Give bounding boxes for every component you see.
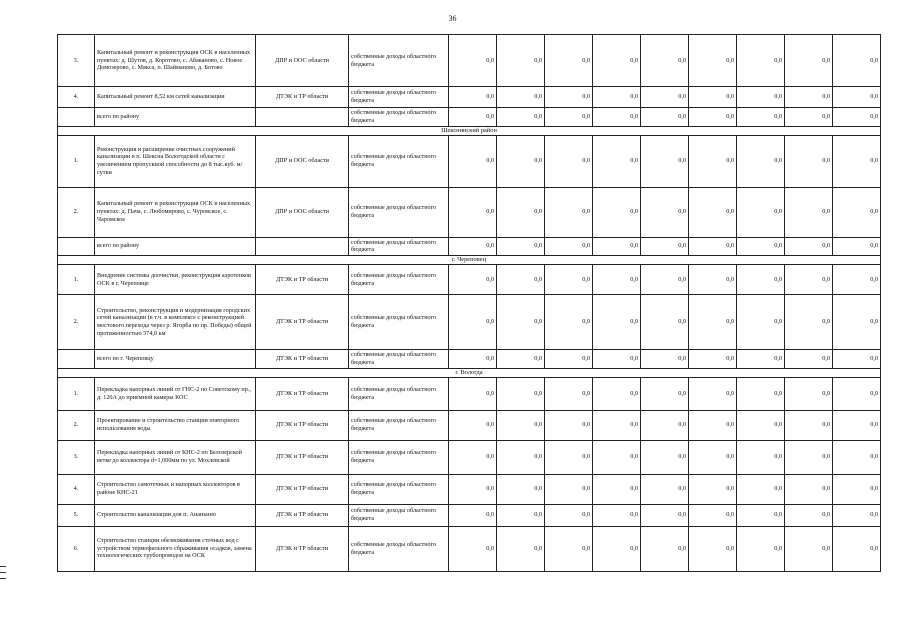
table-row: [58, 265, 881, 295]
amount-cell: 0,0: [833, 87, 881, 108]
responsible-executor: [256, 108, 349, 127]
margin-mark: [0, 572, 6, 573]
section-title: г. Вологда: [58, 368, 881, 377]
row-number: [58, 237, 95, 256]
amount-cell: 0,0: [545, 87, 593, 108]
amount-cell: 0,0: [737, 504, 785, 526]
responsible-executor: ДТЭК и ТР области: [256, 87, 349, 108]
amount-cell: 0,0: [833, 474, 881, 504]
funding-source: собственные доходы областного бюджета: [349, 295, 449, 350]
amount-cell: 0,0: [785, 440, 833, 474]
amount-cell: 0,0: [593, 377, 641, 410]
table-row: [58, 377, 881, 410]
table-row: [58, 237, 881, 256]
amount-cell: 0,0: [641, 265, 689, 295]
amount-cell: 0,0: [833, 440, 881, 474]
amount-cell: 0,0: [641, 35, 689, 87]
amount-cell: 0,0: [833, 526, 881, 571]
amount-cell: 0,0: [689, 265, 737, 295]
margin-marks: [0, 566, 6, 584]
amount-cell: 0,0: [593, 504, 641, 526]
amount-cell: 0,0: [497, 87, 545, 108]
table-row: [58, 504, 881, 526]
amount-cell: 0,0: [497, 187, 545, 237]
amount-cell: 0,0: [785, 526, 833, 571]
amount-cell: 0,0: [689, 526, 737, 571]
measure-name: Проектирование и строительство станции повторного использования воды: [95, 410, 256, 440]
responsible-executor: ДТЭК и ТР области: [256, 350, 349, 369]
amount-cell: 0,0: [737, 108, 785, 127]
amount-cell: 0,0: [785, 504, 833, 526]
responsible-executor: ДТЭК и ТР области: [256, 504, 349, 526]
amount-cell: 0,0: [497, 504, 545, 526]
amount-cell: 0,0: [689, 440, 737, 474]
amount-cell: 0,0: [833, 265, 881, 295]
measure-name: Строительство станции обезвоживания сточных вод с устройством термофильного сбраживания осадков, замена технологических трубопроводов на ОСК: [95, 526, 256, 571]
section-header-row: [58, 256, 881, 265]
responsible-executor: ДТЭК и ТР области: [256, 295, 349, 350]
responsible-executor: [256, 237, 349, 256]
margin-mark: [0, 566, 6, 567]
funding-source: собственные доходы областного бюджета: [349, 440, 449, 474]
funding-source: собственные доходы областного бюджета: [349, 135, 449, 187]
amount-cell: 0,0: [497, 35, 545, 87]
amount-cell: 0,0: [785, 410, 833, 440]
amount-cell: 0,0: [545, 295, 593, 350]
measure-name: всего по району: [95, 108, 256, 127]
row-number: 4.: [58, 87, 95, 108]
amount-cell: 0,0: [449, 440, 497, 474]
amount-cell: 0,0: [689, 187, 737, 237]
amount-cell: 0,0: [641, 295, 689, 350]
amount-cell: 0,0: [689, 108, 737, 127]
amount-cell: 0,0: [449, 135, 497, 187]
amount-cell: 0,0: [449, 265, 497, 295]
measure-name: всего по району: [95, 237, 256, 256]
responsible-executor: ДТЭК и ТР области: [256, 526, 349, 571]
amount-cell: 0,0: [545, 35, 593, 87]
table-row: [58, 135, 881, 187]
amount-cell: 0,0: [593, 187, 641, 237]
amount-cell: 0,0: [689, 504, 737, 526]
amount-cell: 0,0: [449, 474, 497, 504]
row-number: 3.: [58, 35, 95, 87]
amount-cell: 0,0: [593, 474, 641, 504]
responsible-executor: ДПР и ООС области: [256, 135, 349, 187]
amount-cell: 0,0: [689, 474, 737, 504]
measure-name: всего по г. Череповцу: [95, 350, 256, 369]
row-number: [58, 350, 95, 369]
row-number: 1.: [58, 135, 95, 187]
amount-cell: 0,0: [833, 377, 881, 410]
amount-cell: 0,0: [737, 187, 785, 237]
amount-cell: 0,0: [785, 187, 833, 237]
amount-cell: 0,0: [641, 526, 689, 571]
amount-cell: 0,0: [641, 377, 689, 410]
amount-cell: 0,0: [593, 35, 641, 87]
amount-cell: 0,0: [641, 187, 689, 237]
amount-cell: 0,0: [497, 265, 545, 295]
amount-cell: 0,0: [449, 295, 497, 350]
amount-cell: 0,0: [689, 35, 737, 87]
measure-name: Перекладка напорных линий от ГНС-2 по Советскому пр., д. 120А до приемной камеры КОС: [95, 377, 256, 410]
measure-name: Реконструкция и расширение очистных сооружений канализации в п. Шексна Вологодской области с увеличением пропускной способности до 8 тыс.куб. м/сутки: [95, 135, 256, 187]
amount-cell: 0,0: [449, 526, 497, 571]
amount-cell: 0,0: [497, 295, 545, 350]
section-title: г. Череповец: [58, 256, 881, 265]
amount-cell: 0,0: [497, 526, 545, 571]
table-row: [58, 108, 881, 127]
amount-cell: 0,0: [641, 440, 689, 474]
amount-cell: 0,0: [785, 265, 833, 295]
program-table: [57, 34, 881, 572]
amount-cell: 0,0: [833, 108, 881, 127]
amount-cell: 0,0: [689, 410, 737, 440]
amount-cell: 0,0: [593, 410, 641, 440]
table-row: [58, 350, 881, 369]
amount-cell: 0,0: [689, 135, 737, 187]
amount-cell: 0,0: [449, 237, 497, 256]
amount-cell: 0,0: [545, 108, 593, 127]
measure-name: Капитальный ремонт и реконструкция ОСК в населенных пунктах: д. Шутов, д. Коротово, с. Абакановo, с. Новое Домозерово, с. Мякса, п. Шайманово, д. Ботово: [95, 35, 256, 87]
amount-cell: 0,0: [689, 295, 737, 350]
amount-cell: 0,0: [641, 504, 689, 526]
amount-cell: 0,0: [785, 108, 833, 127]
row-number: 2.: [58, 295, 95, 350]
table-row: [58, 35, 881, 87]
table-body: [58, 35, 881, 572]
row-number: 3.: [58, 440, 95, 474]
table-row: [58, 410, 881, 440]
section-title: Шекснинский район: [58, 126, 881, 135]
funding-source: собственные доходы областного бюджета: [349, 35, 449, 87]
amount-cell: 0,0: [593, 237, 641, 256]
amount-cell: 0,0: [785, 237, 833, 256]
amount-cell: 0,0: [737, 526, 785, 571]
amount-cell: 0,0: [785, 350, 833, 369]
row-number: 6.: [58, 526, 95, 571]
amount-cell: 0,0: [497, 377, 545, 410]
amount-cell: 0,0: [545, 474, 593, 504]
measure-name: Капитальный ремонт 8,52 км сетей канализации: [95, 87, 256, 108]
amount-cell: 0,0: [833, 237, 881, 256]
amount-cell: 0,0: [785, 377, 833, 410]
section-header-row: [58, 126, 881, 135]
row-number: 1.: [58, 265, 95, 295]
measure-name: Внедрение системы доочистки, реконструкция аэротенков ОСК в г. Череповце: [95, 265, 256, 295]
amount-cell: 0,0: [833, 410, 881, 440]
amount-cell: 0,0: [449, 187, 497, 237]
amount-cell: 0,0: [497, 410, 545, 440]
amount-cell: 0,0: [833, 295, 881, 350]
funding-source: собственные доходы областного бюджета: [349, 474, 449, 504]
row-number: 2.: [58, 187, 95, 237]
amount-cell: 0,0: [641, 350, 689, 369]
amount-cell: 0,0: [737, 35, 785, 87]
amount-cell: 0,0: [641, 87, 689, 108]
amount-cell: 0,0: [449, 35, 497, 87]
amount-cell: 0,0: [497, 108, 545, 127]
amount-cell: 0,0: [593, 295, 641, 350]
row-number: [58, 108, 95, 127]
amount-cell: 0,0: [497, 135, 545, 187]
table-row: [58, 526, 881, 571]
amount-cell: 0,0: [545, 135, 593, 187]
table-row: [58, 87, 881, 108]
measure-name: Строительство канализации для п. Ананьино: [95, 504, 256, 526]
row-number: 5.: [58, 504, 95, 526]
amount-cell: 0,0: [449, 377, 497, 410]
amount-cell: 0,0: [785, 474, 833, 504]
margin-mark: [0, 578, 6, 579]
funding-source: собственные доходы областного бюджета: [349, 410, 449, 440]
amount-cell: 0,0: [593, 135, 641, 187]
funding-source: собственные доходы областного бюджета: [349, 108, 449, 127]
responsible-executor: ДПР и ООС области: [256, 35, 349, 87]
amount-cell: 0,0: [593, 350, 641, 369]
amount-cell: 0,0: [785, 35, 833, 87]
amount-cell: 0,0: [497, 440, 545, 474]
amount-cell: 0,0: [545, 526, 593, 571]
responsible-executor: ДПР и ООС области: [256, 187, 349, 237]
amount-cell: 0,0: [593, 440, 641, 474]
measure-name: Строительство самотечных и напорных коллекторов в районе КНС-21: [95, 474, 256, 504]
table-row: [58, 295, 881, 350]
amount-cell: 0,0: [737, 410, 785, 440]
page-number: 36: [448, 14, 457, 23]
amount-cell: 0,0: [641, 410, 689, 440]
funding-source: собственные доходы областного бюджета: [349, 504, 449, 526]
amount-cell: 0,0: [785, 295, 833, 350]
amount-cell: 0,0: [449, 410, 497, 440]
amount-cell: 0,0: [545, 410, 593, 440]
funding-source: собственные доходы областного бюджета: [349, 265, 449, 295]
row-number: 4.: [58, 474, 95, 504]
amount-cell: 0,0: [833, 504, 881, 526]
row-number: 2.: [58, 410, 95, 440]
amount-cell: 0,0: [641, 135, 689, 187]
amount-cell: 0,0: [545, 237, 593, 256]
amount-cell: 0,0: [737, 440, 785, 474]
amount-cell: 0,0: [689, 87, 737, 108]
amount-cell: 0,0: [737, 377, 785, 410]
amount-cell: 0,0: [593, 265, 641, 295]
amount-cell: 0,0: [545, 187, 593, 237]
table-row: [58, 440, 881, 474]
amount-cell: 0,0: [449, 108, 497, 127]
amount-cell: 0,0: [833, 350, 881, 369]
amount-cell: 0,0: [737, 265, 785, 295]
amount-cell: 0,0: [785, 135, 833, 187]
amount-cell: 0,0: [593, 87, 641, 108]
amount-cell: 0,0: [785, 87, 833, 108]
amount-cell: 0,0: [641, 474, 689, 504]
responsible-executor: ДТЭК и ТР области: [256, 474, 349, 504]
amount-cell: 0,0: [737, 135, 785, 187]
responsible-executor: ДТЭК и ТР области: [256, 377, 349, 410]
funding-source: собственные доходы областного бюджета: [349, 87, 449, 108]
funding-source: собственные доходы областного бюджета: [349, 237, 449, 256]
amount-cell: 0,0: [833, 35, 881, 87]
table-row: [58, 187, 881, 237]
amount-cell: 0,0: [545, 504, 593, 526]
responsible-executor: ДТЭК и ТР области: [256, 440, 349, 474]
amount-cell: 0,0: [545, 350, 593, 369]
amount-cell: 0,0: [449, 87, 497, 108]
amount-cell: 0,0: [545, 440, 593, 474]
amount-cell: 0,0: [689, 350, 737, 369]
funding-source: собственные доходы областного бюджета: [349, 187, 449, 237]
amount-cell: 0,0: [593, 108, 641, 127]
amount-cell: 0,0: [737, 237, 785, 256]
amount-cell: 0,0: [737, 350, 785, 369]
amount-cell: 0,0: [689, 377, 737, 410]
amount-cell: 0,0: [593, 526, 641, 571]
measure-name: Перекладка напорных линий от КНС-2 по Белозерской ветке до коллектора d=1,000мм по ул. Мохлевской: [95, 440, 256, 474]
funding-source: собственные доходы областного бюджета: [349, 377, 449, 410]
table-row: [58, 474, 881, 504]
measure-name: Капитальный ремонт и реконструкция ОСК в населенных пунктах: д. Пача, с. Любомирово, с. Чуровское, с. Чаромское: [95, 187, 256, 237]
amount-cell: 0,0: [737, 474, 785, 504]
amount-cell: 0,0: [641, 108, 689, 127]
amount-cell: 0,0: [545, 265, 593, 295]
amount-cell: 0,0: [641, 237, 689, 256]
amount-cell: 0,0: [497, 237, 545, 256]
amount-cell: 0,0: [737, 295, 785, 350]
responsible-executor: ДТЭК и ТР области: [256, 410, 349, 440]
amount-cell: 0,0: [497, 474, 545, 504]
amount-cell: 0,0: [737, 87, 785, 108]
amount-cell: 0,0: [545, 377, 593, 410]
responsible-executor: ДТЭК и ТР области: [256, 265, 349, 295]
amount-cell: 0,0: [449, 504, 497, 526]
row-number: 1.: [58, 377, 95, 410]
amount-cell: 0,0: [833, 187, 881, 237]
amount-cell: 0,0: [689, 237, 737, 256]
measure-name: Строительство, реконструкция и модернизация городских сетей канализации (в т.ч. в комплексе с реконструкцией мостового перехода через р. Ягорба по пр. Победы) общей протяженностью 374,0 км: [95, 295, 256, 350]
amount-cell: 0,0: [497, 350, 545, 369]
amount-cell: 0,0: [449, 350, 497, 369]
section-header-row: [58, 368, 881, 377]
funding-source: собственные доходы областного бюджета: [349, 350, 449, 369]
funding-source: собственные доходы областного бюджета: [349, 526, 449, 571]
amount-cell: 0,0: [833, 135, 881, 187]
